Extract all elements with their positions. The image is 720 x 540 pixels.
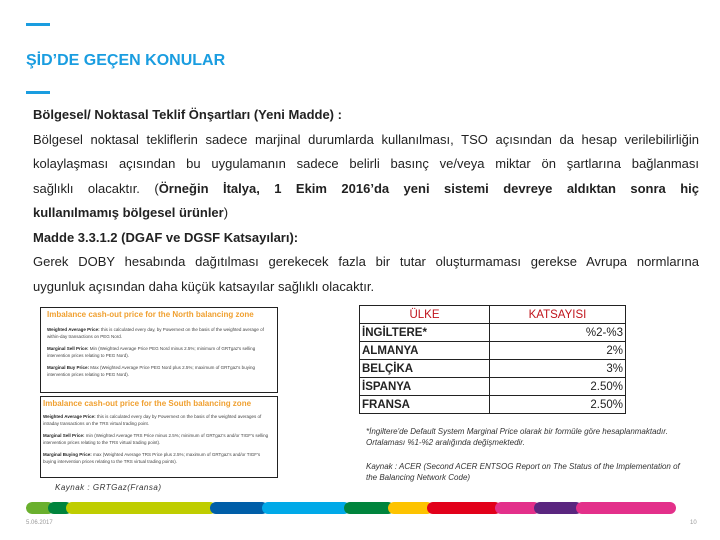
image-item — [43, 432, 271, 446]
strip-segment — [534, 502, 582, 514]
table-row — [360, 396, 626, 414]
coefficient: 2% — [490, 342, 626, 360]
page-number: 10 — [690, 520, 697, 526]
text: this is calculated every day by Powernext on the basis of the weighted averages of intraday transactions on the TRS virtual trading point. — [43, 414, 262, 426]
label: Marginal Sell Price: — [47, 346, 89, 351]
text: sağlıklı olacaktır. ( — [33, 180, 159, 196]
text: Min (Weighted Average Price PEG Nord minus 2.5%; minimum of GRTgaz's selling intervention prices relating to PEG Nord). — [47, 346, 256, 358]
source-right: Kaynak : ACER (Second ACER ENTSOG Report on The Status of the Implementation of the Balancing Network Code) — [366, 462, 680, 482]
text: Max (Weighted Average Price PEG Nord plus 2.5%; maximum of GRTgaz's buying intervention prices relating to PEG Nord). — [47, 365, 255, 377]
table-row — [360, 324, 626, 342]
table-row — [360, 360, 626, 378]
table-row — [360, 378, 626, 396]
strip-segment — [344, 502, 394, 514]
country: İNGİLTERE* — [360, 324, 490, 342]
table-row — [360, 342, 626, 360]
heading-article: Madde 3.3.1.2 (DGAF ve DGSF Katsayıları): — [33, 229, 299, 245]
header-coefficient: KATSAYISI — [490, 306, 626, 324]
country: FRANSA — [360, 396, 490, 414]
text: max (Weighted Average TRS Price plus 2.5%; maximum of GRTgaz's and/or TIGF's buying intervention prices relating to the TRS virtual trading points). — [43, 452, 261, 464]
main-text — [33, 103, 699, 299]
country: ALMANYA — [360, 342, 490, 360]
heading-regional-bids: Bölgesel/ Noktasal Teklif Önşartları (Yeni Madde) : — [33, 107, 342, 122]
strip-segment — [576, 502, 676, 514]
strip-segment — [427, 502, 501, 514]
example-text-end: kullanılmamış bölgesel ürünler — [33, 205, 224, 220]
image-item — [47, 326, 271, 340]
source-left: Kaynak : GRTGaz(Fransa) — [55, 483, 162, 492]
footer-date: 5.06.2017 — [26, 520, 53, 526]
image-item — [47, 364, 271, 378]
south-zone-image — [40, 396, 278, 478]
label: Weighted Average Price: — [43, 414, 96, 419]
country: İSPANYA — [360, 378, 490, 396]
coefficient: 3% — [490, 360, 626, 378]
label: Marginal Buy Price: — [47, 365, 90, 370]
table-footnote: *İngiltere'de Default System Marginal Price olarak bir formüle göre hesaplanmaktadır. Ortalaması %1-%2 aralığında değişmektedir. — [366, 427, 668, 447]
north-zone-image — [40, 307, 278, 393]
coefficient-table — [359, 305, 626, 414]
text: min (Weighted Average TRS Price minus 2.5%; minimum of GRTgaz's and/or TIGF's selling intervention prices relating to the TRS virtual trading point). — [43, 433, 269, 445]
image-item — [43, 451, 271, 465]
image-item — [47, 345, 271, 359]
paragraph-line: Gerek DOBY hesabında dağıtılması gerekecek fazla bir tutar oluşturmaması gerekse Avrupa normlarına — [33, 254, 699, 269]
top-accent-bar — [26, 23, 50, 26]
color-strip — [26, 502, 704, 514]
strip-segment — [210, 502, 268, 514]
page-title: ŞİD’DE GEÇEN KONULAR — [26, 52, 226, 69]
coefficient: 2.50% — [490, 378, 626, 396]
title-accent-bar — [26, 91, 50, 94]
strip-segment — [262, 502, 350, 514]
strip-segment — [66, 502, 216, 514]
paragraph-line — [33, 201, 699, 226]
table-header — [360, 306, 626, 324]
image-title: Imbalance cash-out price for the South balancing zone — [43, 399, 252, 408]
example-text: Örneğin İtalya, 1 Ekim 2016’da yeni sistemi devreye aldıktan sonra hiç — [158, 180, 699, 196]
country: BELÇİKA — [360, 360, 490, 378]
header-country: ÜLKE — [360, 306, 490, 324]
text: ) — [223, 205, 229, 220]
paragraph-line: Bölgesel noktasal tekliflerin sadece marjinal durumlarda kullanılması, TSO açısından da hesap verilebilirliğin — [33, 131, 699, 147]
coefficient: %2-%3 — [490, 324, 626, 342]
paragraph-line: kolaylaşması açısından bu uygulamanın sadece belirli basınç ve/veya miktar ön şartlarına bağlanması — [33, 156, 699, 171]
coefficient: 2.50% — [490, 396, 626, 414]
paragraph-line: uygunluk açısından daha küçük katsayılar sağlıklı olacaktır. — [33, 278, 375, 294]
paragraph-line — [33, 177, 699, 202]
image-title: Imbalance cash-out price for the North balancing zone — [47, 310, 254, 319]
label: Marginal Sell Price: — [43, 433, 85, 438]
text: this is calculated every day, by Powernext on the basis of the weighted average of within-day transactions on PEG Nord. — [47, 327, 264, 339]
label: Weighted Average Price: — [47, 327, 100, 332]
image-item — [43, 413, 271, 427]
label: Marginal Buying Price: — [43, 452, 92, 457]
